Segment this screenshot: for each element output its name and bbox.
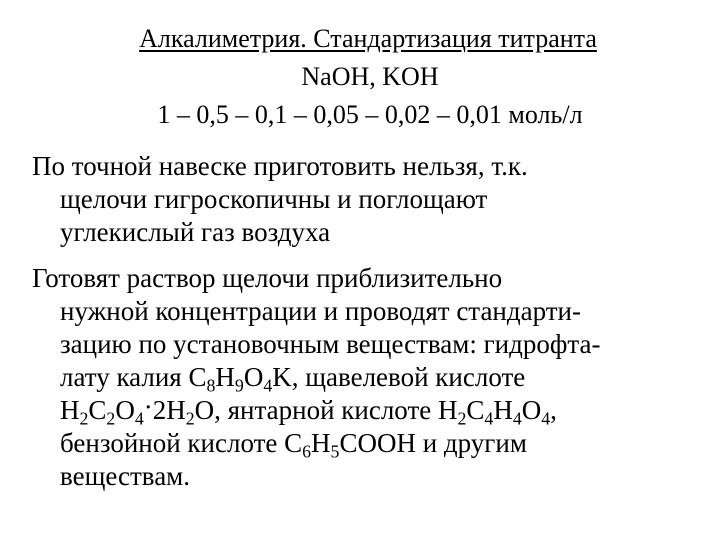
text-fragment: и другим: [415, 428, 527, 458]
concentration-series: 1 – 0,5 – 0,1 – 0,05 – 0,02 – 0,01 моль/л: [157, 100, 583, 129]
text-fragment: ,: [550, 395, 557, 425]
text-fragment: , янтарной кислоте: [214, 395, 438, 425]
text-line: По точной навеске приготовить нельзя, т.к.: [32, 151, 528, 181]
text-line: нужной концентрации и проводят стандарти-: [60, 296, 581, 326]
text-line: Готовят раствор щелочи приблизительно: [32, 263, 503, 293]
text-line: [32, 427, 712, 460]
paragraph-preparation: [32, 150, 712, 249]
text-line: углекислый газ воздуха: [60, 217, 331, 247]
formula-benzoic-acid: $C_6H_5COOH$: [284, 428, 416, 462]
paragraph-standardization: [32, 262, 712, 493]
page-title: Алкалиметрия. Стандартизация титранта: [139, 24, 597, 53]
text-line: щелочи гигроскопичны и поглощают: [60, 184, 488, 214]
text-line: [32, 361, 712, 394]
formula-potassium-phthalate: $C_8H_9O_4K$: [188, 362, 292, 396]
titrant-formula: NaOH, KOH: [301, 62, 439, 91]
text-fragment: , щавелевой кислоте: [291, 362, 526, 392]
formula-oxalic-acid: $H_2C_2O_4\cdot 2H_2O$: [60, 392, 215, 429]
title-block: [0, 20, 720, 134]
text-line: веществам.: [60, 461, 191, 491]
text-fragment: лату калия: [60, 362, 189, 392]
formula-succinic-acid: $H_2C_4H_4O_4$: [437, 395, 551, 429]
text-line: зацию по установочным веществам: гидрофта-: [60, 329, 601, 359]
text-fragment: бензойной кислоте: [60, 428, 285, 458]
text-line: [32, 394, 712, 427]
